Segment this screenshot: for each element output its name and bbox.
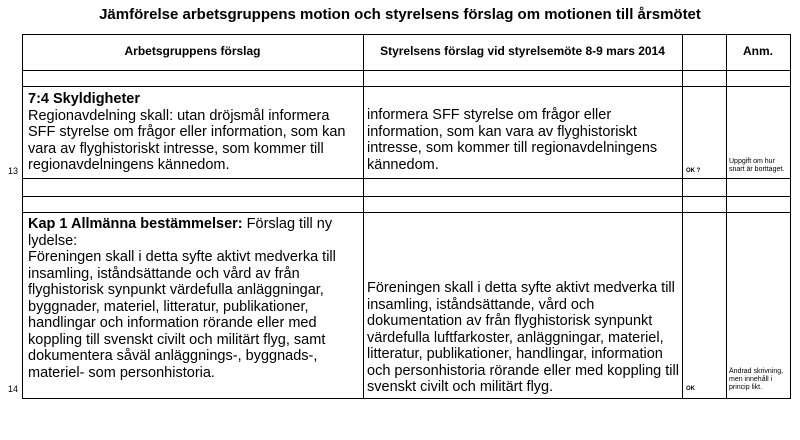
- work-group-text: Föreningen skall i detta syfte aktivt medverka till insamling, iståndsättande och vård av från flyghistorisk synpunkt värdefulla anläggningar, byggnader, materiel, litteratur, publikationer, handlingar och information rörande eller med koppling till svenskt civilt och militärt flyg, samt dokumentera såväl anläggnings-, byggnads-, materiel- som personhistoria.: [28, 249, 336, 381]
- row-number: 14: [8, 384, 19, 394]
- row-14-remark: Ändrad skrivning, men innehåll i princip likt.: [729, 368, 784, 391]
- chapter-heading: Kap 1 Allmänna bestämmelser:: [28, 216, 243, 232]
- column-divider-remarks: [726, 34, 727, 399]
- document-title: Jämförelse arbetsgruppens motion och styrelsens förslag om motionen till årsmötet: [99, 6, 701, 23]
- row-13-status: OK ?: [686, 168, 701, 174]
- column-header-board: Styrelsens förslag vid styrelsemöte 8-9 mars 2014: [380, 44, 665, 58]
- row-13-top-border: [22, 86, 791, 87]
- row-14-bottom-border: [22, 398, 791, 399]
- column-divider-board: [363, 34, 364, 399]
- row-number: 13: [8, 166, 19, 176]
- header-bottom-border: [22, 70, 791, 71]
- column-header-work-group: Arbetsgruppens förslag: [124, 44, 261, 58]
- work-group-text: Regionavdelning skall: utan dröjsmål informera SFF styrelse om frågor eller information, som kan vara av flyghistoriskt intresse, som kommer till regionavdelningens kännedom.: [28, 107, 346, 173]
- section-heading: 7:4 Skyldigheter: [28, 91, 141, 107]
- row-13-bottom-border: [22, 178, 791, 179]
- column-header-remarks: Anm.: [743, 44, 773, 58]
- table-right-border: [790, 34, 791, 399]
- table-top-border: [22, 34, 791, 35]
- row-13-board-cell: informera SFF styrelse om frågor eller information, som kan vara av flyghistoriskt intresse, som kommer till regionavdelningens kännedom.: [367, 107, 658, 173]
- table-left-border: [22, 34, 23, 399]
- row-14-work-group-cell: [28, 216, 360, 381]
- row-14-top-border: [22, 212, 791, 213]
- row-13-work-group-cell: [28, 91, 360, 174]
- spacer-row-border: [22, 196, 791, 197]
- row-13-remark: Uppgift om hur snart är borttaget.: [729, 158, 785, 173]
- chapter-heading-tail: Förslag till ny lydelse:: [28, 216, 333, 249]
- row-14-board-cell: Föreningen skall i detta syfte aktivt medverka till insamling, iståndsättande, vård och dokumentation av från flyghistorisk synpunkt värdefulla luftfarkoster, anläggningar, materiel, litteratur, publikationer, handlingar, information och personhistoria rörande eller med koppling till svenskt civilt och militärt flyg.: [367, 280, 679, 395]
- row-14-status: OK: [686, 386, 695, 392]
- column-divider-status: [682, 34, 683, 399]
